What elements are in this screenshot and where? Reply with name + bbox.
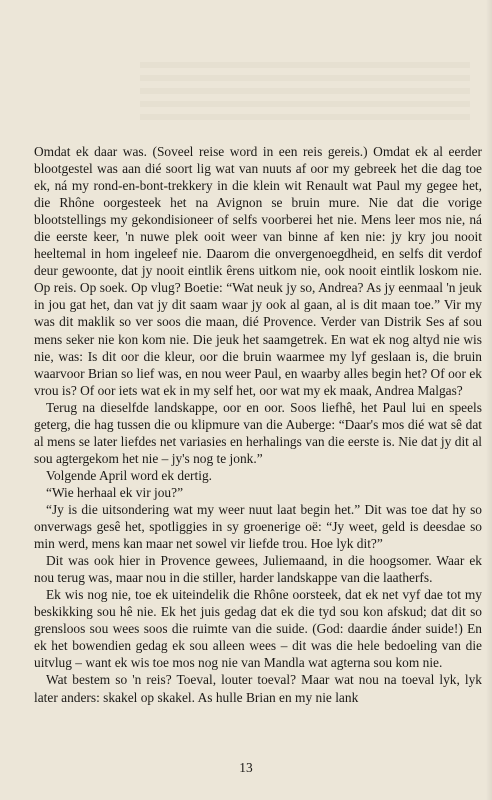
page-number: 13 [239, 760, 253, 775]
paragraph-3: Volgende April word ek dertig. [46, 467, 212, 483]
paragraph-6: Dit was ook hier in Provence gewees, Juliemaand, in die hoogsomer. Waar ek nou terug was, maar nou in die stiller, harder landskappe van die laatherfs. [34, 553, 482, 586]
show-through-text [140, 62, 470, 122]
body-text [34, 143, 482, 706]
paragraph-1: Omdat ek daar was. (Soveel reise word in een reis gereis.) Omdat ek al eerder blootgestel was aan dié soort lig wat van nuuts af oor my gebreek het die dag toe ek, ná my rond-en-bont-trekkery in die klein wit Renault wat Paul my gegee het, die Rhône oorgesteek het na Avignon se bruin mure. Nie dat die vorige blootstellings my gekondisioneer of selfs voorberei het nie. Mens leer mos nie, ná die eerste keer, 'n nuwe plek ooit weer van binne af ken nie: jy kry jou nooit heeltemal in hom ingeleef nie. Daarom die onvergenoegdheid, en selfs dit verdof deur gewoonte, dat jy nooit eintlik êrens uitkom nie, ook nooit eintlik loskom nie. Op reis. Op soek. Op vlug? Boetie: “Wat neuk jy so, Andrea? As jy eenmaal 'n jeuk in jou gat het, dan vat jy dit saam waar jy ook al gaan, al is dit maan toe.” Vir my was dit maklik so ver soos die maan, dié Provence. Verder van Distrik Ses af sou mens seker nie kon kom nie. Die jeuk het saamgetrek. En wat ek nog altyd nie wis nie, was: Is dit oor die kleur, oor die bruin waarmee my lyf geslaan is, die bruin waarvoor Brian so lief was, en nou weer Paul, en waarby alles begin het? Of oor ek vrou is? Of oor iets wat ek in my self het, oor wat my ek maak, Andrea Malgas? [34, 144, 482, 398]
paragraph-7: Ek wis nog nie, toe ek uiteindelik die Rhône oorsteek, dat ek net vyf dae tot my beskikking sou hê nie. Ek het juis gedag dat ek die tyd sou kon afskud; dat dit so grensloos sou wees soos die ruimte van die suide. (God: daardie ánder suide!) En ek het bowendien gedag ek sou alleen wees – dit was die hele bedoeling van die uitvlug – want ek wis toe mos nog nie van Mandla wat agterna sou kom nie. [34, 587, 482, 671]
paragraph-2: Terug na dieselfde landskappe, oor en oor. Soos liefhê, het Paul lui en speels geterg, die hag tussen die ou klipmure van die Auberge: “Daar's mos dié wat sê dat al mens se later liefdes net variasies en herhalings van die eerste is. Nie dat jy dit al sou agtergekom het nie – jy's nog te jonk.” [34, 399, 482, 466]
page-edge-shadow [486, 0, 492, 800]
paragraph-4: “Wie herhaal ek vir jou?” [46, 484, 184, 500]
paragraph-5: “Jy is die uitsondering wat my weer nuut laat begin het.” Dit was toe dat hy so onverwags gesê het, spotliggies in sy groenerige oë: “Jy weet, geld is deesdae so min werd, mens kan maar net sowel vir liefde trou. Hoe lyk dit?” [34, 501, 482, 552]
paragraph-8: Wat bestem so 'n reis? Toeval, louter toeval? Maar wat nou na toeval lyk, lyk later anders: skakel op skakel. As hulle Brian en my nie lank [34, 672, 482, 705]
